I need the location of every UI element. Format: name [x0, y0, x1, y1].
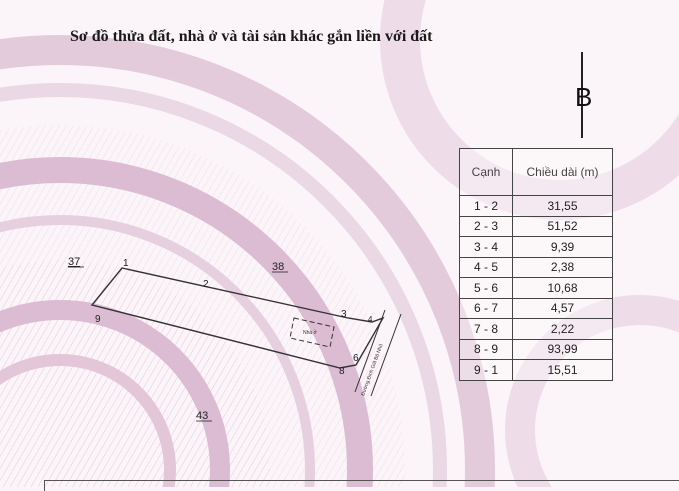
edge-cell: 6 - 7	[460, 298, 513, 319]
parcel-outline	[92, 268, 383, 368]
length-cell: 51,52	[513, 216, 613, 237]
page-title: Sơ đồ thửa đất, nhà ở và tài sản khác gắn liền với đất	[70, 28, 433, 45]
table-row	[460, 339, 613, 360]
table-row	[460, 257, 613, 278]
table-row	[460, 298, 613, 319]
table-row	[460, 216, 613, 237]
length-cell: 4,57	[513, 298, 613, 319]
edge-cell: 5 - 6	[460, 278, 513, 299]
building-label: Nhà ở	[303, 330, 317, 336]
table-header-row	[460, 149, 613, 196]
point-label-6: 6	[353, 353, 359, 364]
edge-cell: 8 - 9	[460, 339, 513, 360]
edge-cell: 1 - 2	[460, 196, 513, 217]
table-row	[460, 237, 613, 258]
edge-cell: 2 - 3	[460, 216, 513, 237]
table-row	[460, 319, 613, 340]
length-cell: 2,22	[513, 319, 613, 340]
point-label-1: 1	[123, 258, 129, 269]
neighbor-parcel-43: 43	[196, 410, 209, 422]
neighbor-parcel-38: 38	[272, 261, 285, 273]
edge-length-table	[459, 148, 613, 381]
edge-cell: 9 - 1	[460, 360, 513, 381]
neighbor-parcel-37: 37	[68, 256, 81, 268]
edge-cell: 7 - 8	[460, 319, 513, 340]
compass-letter: B	[575, 82, 593, 112]
column-header-edge: Cạnh	[460, 149, 513, 196]
point-label-4: 4	[368, 315, 373, 324]
point-label-9: 9	[95, 314, 101, 325]
length-cell: 9,39	[513, 237, 613, 258]
column-header-length: Chiều dài (m)	[513, 149, 613, 196]
length-cell: 31,55	[513, 196, 613, 217]
point-label-8: 8	[339, 366, 345, 377]
point-label-3: 3	[341, 309, 347, 320]
table-row	[460, 360, 613, 381]
table-row	[460, 196, 613, 217]
next-section-border	[44, 480, 679, 491]
table-row	[460, 278, 613, 299]
length-cell: 15,51	[513, 360, 613, 381]
length-cell: 10,68	[513, 278, 613, 299]
length-cell: 93,99	[513, 339, 613, 360]
length-cell: 2,38	[513, 257, 613, 278]
point-label-2: 2	[203, 279, 209, 290]
edge-cell: 3 - 4	[460, 237, 513, 258]
edge-cell: 4 - 5	[460, 257, 513, 278]
road-label: Đường Đinh Giã Bộ Nhỏ	[360, 343, 385, 397]
